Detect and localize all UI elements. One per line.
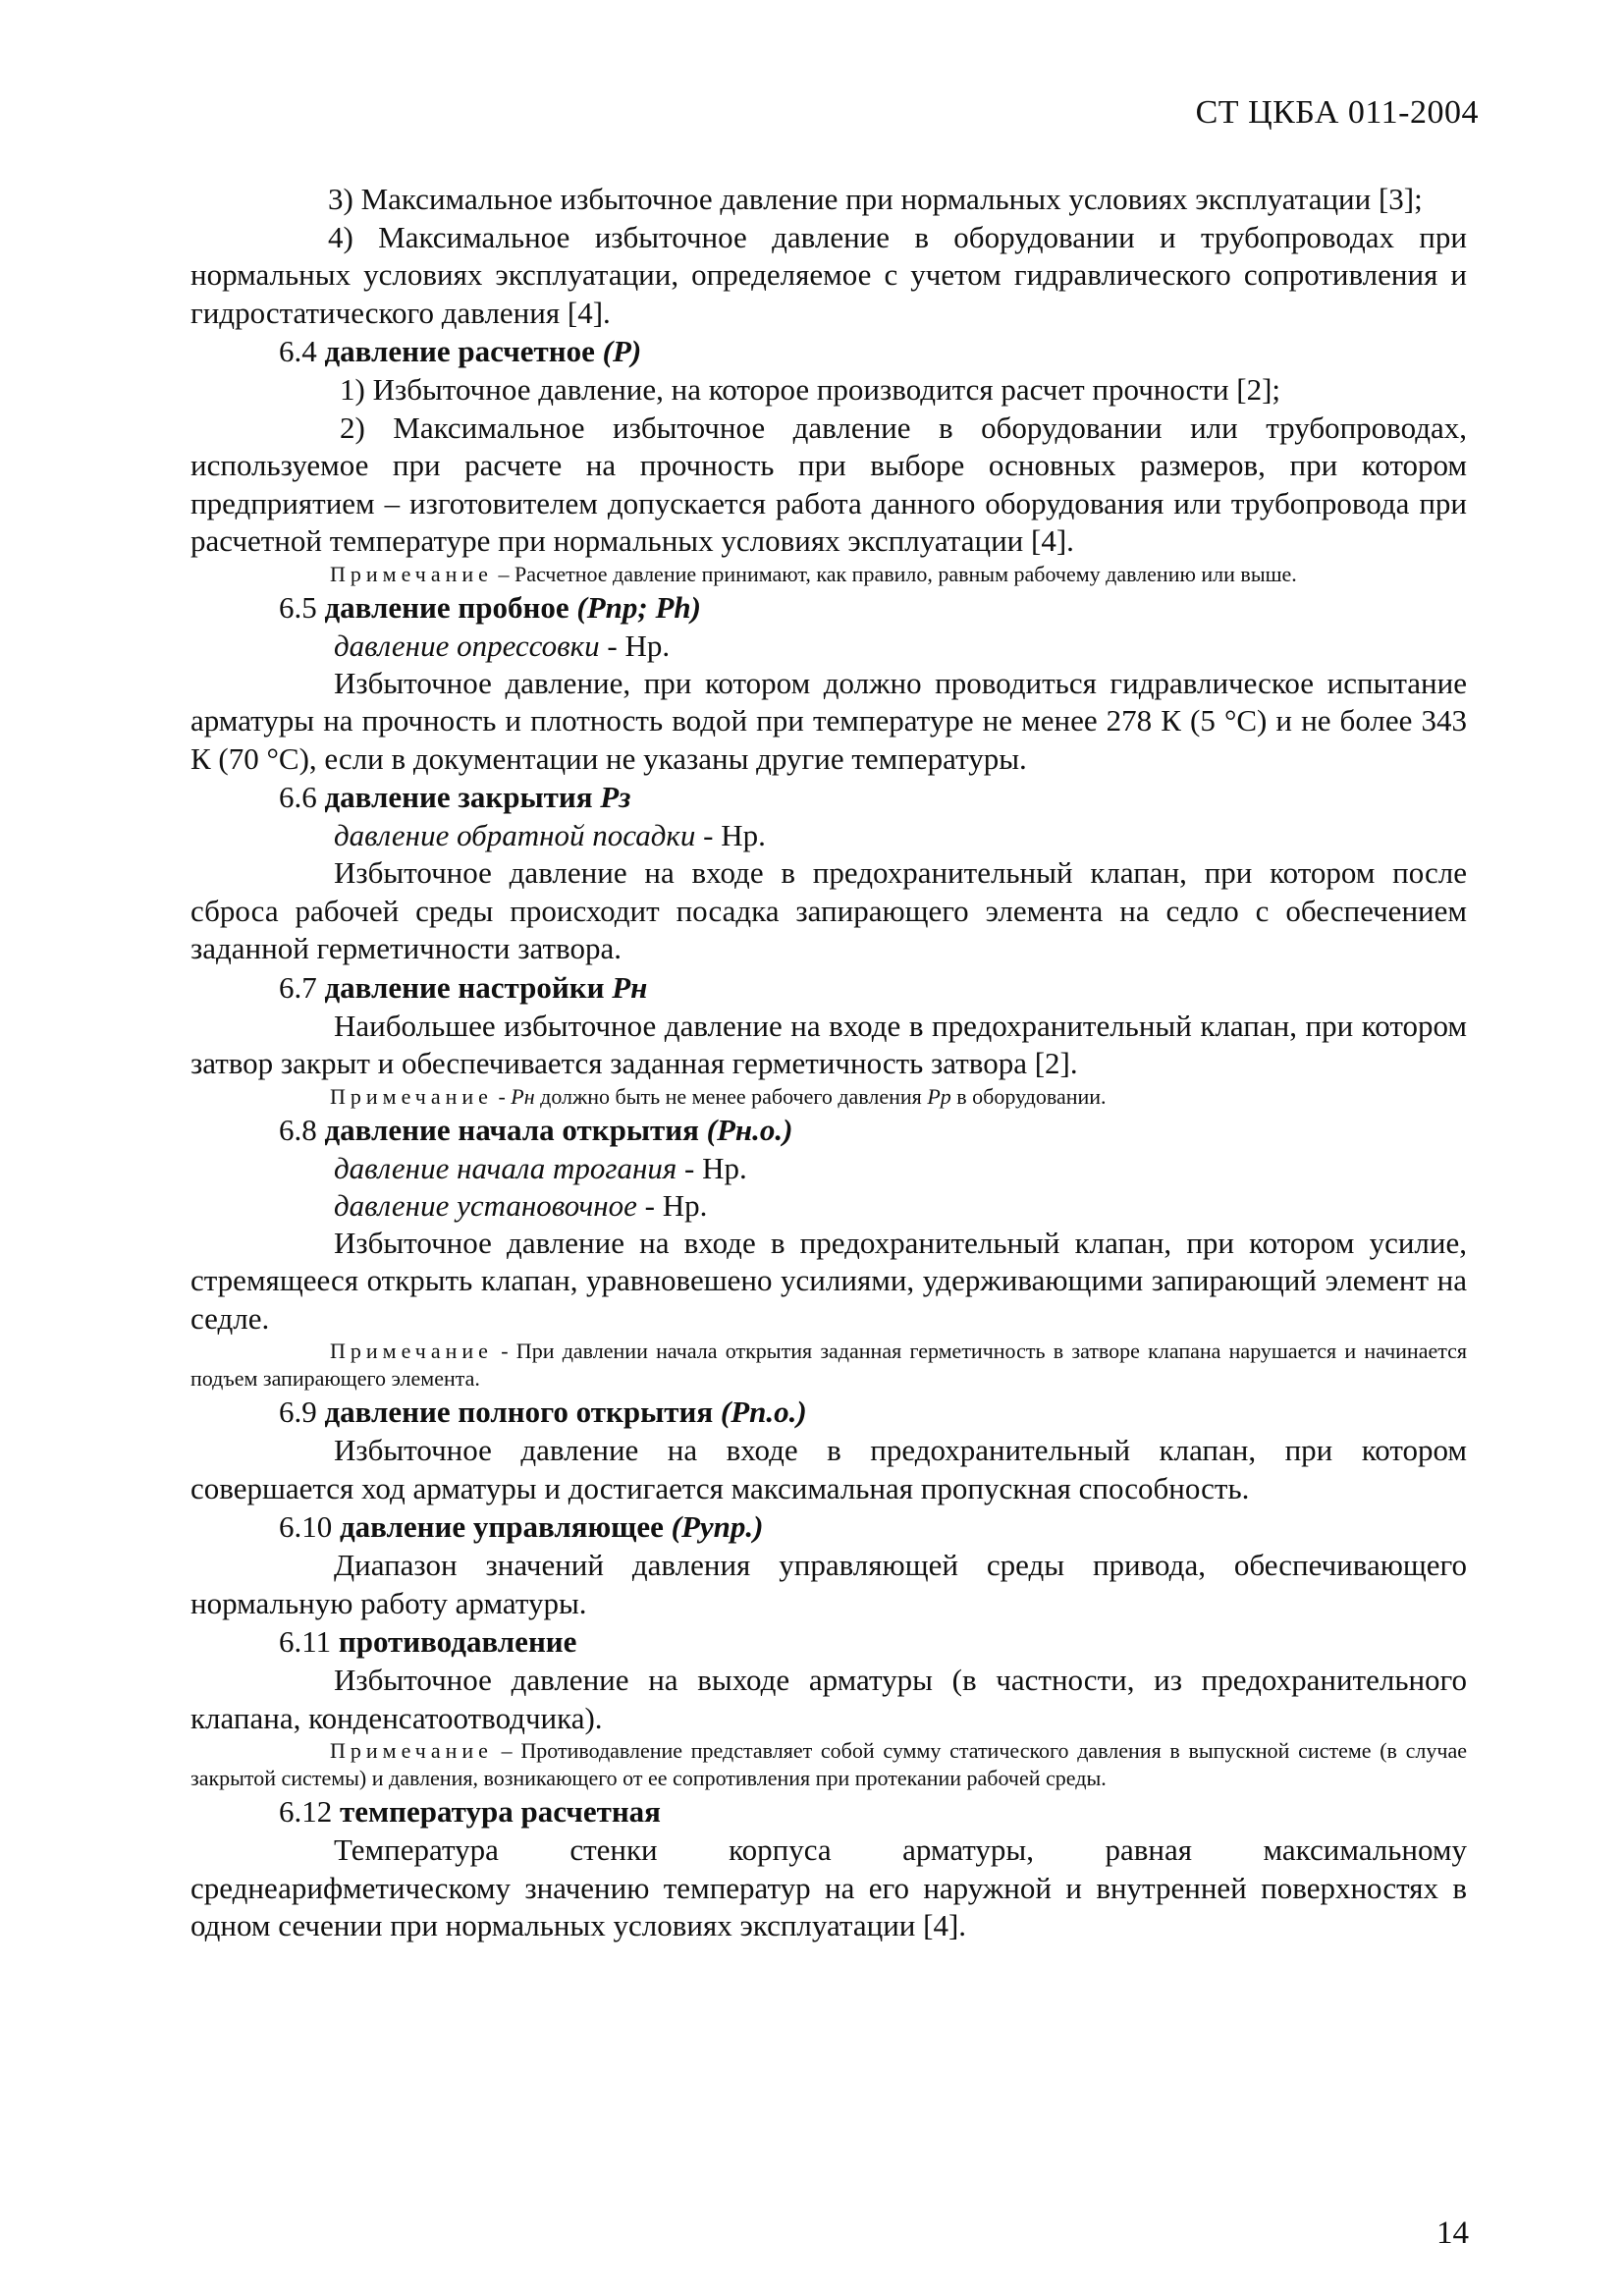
paragraph-6-9: Избыточное давление на входе в предохранительный клапан, при котором совершается ход арматуры и достигается максимальная пропускная способность. bbox=[190, 1433, 1467, 1505]
synonym-6-6 bbox=[190, 817, 1467, 854]
paragraph-item-3: 3) Максимальное избыточное давление при нормальных условиях эксплуатации [3]; bbox=[328, 182, 1423, 216]
note-symbol-rn: Рн bbox=[511, 1083, 535, 1109]
note-label: Примечание bbox=[330, 1738, 493, 1763]
term-symbol: (Рп.о.) bbox=[720, 1394, 807, 1429]
term-heading-6-4 bbox=[190, 332, 1467, 371]
note-symbol-rr: Рр bbox=[927, 1083, 951, 1109]
term-name: давление настройки bbox=[324, 969, 605, 1005]
term-heading-6-11 bbox=[190, 1622, 1467, 1662]
term-number: 6.10 bbox=[279, 1509, 333, 1544]
note-text: – Противодавление представляет собой сумму статического давления в выпускной системе (в случае закрытой системы) и давления, возникающего от ее сопротивления при протекании рабочей среды. bbox=[190, 1738, 1467, 1790]
paragraph-6-11: Избыточное давление на выходе арматуры (в частности, из предохранительного клапана, конденсатоотводчика). bbox=[190, 1663, 1467, 1735]
term-name: давление управляющее bbox=[340, 1509, 664, 1544]
note-text-post: в оборудовании. bbox=[950, 1083, 1107, 1109]
term-number: 6.11 bbox=[279, 1624, 332, 1659]
term-heading-6-12 bbox=[190, 1792, 1467, 1831]
term-name: давление начала открытия bbox=[324, 1112, 699, 1147]
synonym-6-5 bbox=[190, 628, 1467, 665]
term-number: 6.5 bbox=[279, 589, 317, 625]
synonym-suffix: - Нр. bbox=[599, 628, 671, 663]
term-number: 6.6 bbox=[279, 780, 317, 814]
term-heading-6-8 bbox=[190, 1111, 1467, 1150]
synonym-suffix: - Нр. bbox=[636, 1187, 708, 1223]
synonym-term: давление опрессовки bbox=[334, 628, 600, 663]
note-text: – Расчетное давление принимают, как правило, равным рабочему давлению или выше. bbox=[492, 561, 1297, 586]
term-name: противодавление bbox=[338, 1624, 577, 1659]
term-heading-6-6 bbox=[190, 778, 1467, 817]
term-number: 6.9 bbox=[279, 1394, 317, 1429]
page-number: 14 bbox=[1436, 2215, 1469, 2251]
note-6-4 bbox=[190, 561, 1467, 588]
term-symbol: Рн bbox=[612, 969, 648, 1005]
term-heading-6-7 bbox=[190, 968, 1467, 1008]
note-label: Примечание bbox=[330, 1083, 493, 1109]
term-number: 6.12 bbox=[279, 1794, 333, 1829]
paragraph-6-7: Наибольшее избыточное давление на входе в предохранительный клапан, при котором затвор закрыт и обеспечивается заданная герметичность затвора [2]. bbox=[190, 1008, 1467, 1080]
note-text-pre: - bbox=[492, 1083, 512, 1109]
note-label: Примечание bbox=[330, 561, 493, 586]
paragraph-6-8: Избыточное давление на входе в предохранительный клапан, при котором усилие, стремящееся открыть клапан, уравновешено усилиями, удерживающими запирающий элемент на седле. bbox=[190, 1225, 1467, 1336]
term-name: давление расчетное bbox=[324, 334, 595, 368]
document-code-header: СТ ЦКБА 011-2004 bbox=[1195, 94, 1479, 131]
document-body bbox=[190, 181, 1467, 1945]
note-text: - При давлении начала открытия заданная герметичность в затворе клапана нарушается и начинается подъем запирающего элемента. bbox=[190, 1339, 1467, 1391]
term-number: 6.8 bbox=[279, 1112, 317, 1147]
term-name: давление пробное bbox=[324, 589, 569, 625]
paragraph-6-4-2: 2) Максимальное избыточное давление в оборудовании или трубопроводах, используемое при расчете на прочность при выборе основных размеров, при котором предприятием – изготовителем допускается работа данного оборудования или трубопровода при расчетной температуре при нормальных условиях эксплуатации [4]. bbox=[190, 410, 1467, 558]
synonym-term: давление обратной посадки bbox=[334, 818, 696, 852]
synonym-term: давление начала трогания bbox=[334, 1150, 677, 1185]
paragraph-6-4-1: 1) Избыточное давление, на которое производится расчет прочности [2]; bbox=[340, 372, 1281, 407]
note-6-8 bbox=[190, 1338, 1467, 1393]
paragraph-6-10: Диапазон значений давления управляющей среды привода, обеспечивающего нормальную работу арматуры. bbox=[190, 1548, 1467, 1620]
term-symbol: (Р) bbox=[602, 334, 642, 368]
note-label: Примечание bbox=[330, 1339, 493, 1363]
term-name: температура расчетная bbox=[340, 1794, 661, 1829]
term-symbol: (Рпр; Ph) bbox=[576, 589, 701, 625]
term-number: 6.4 bbox=[279, 334, 317, 368]
term-heading-6-5 bbox=[190, 588, 1467, 628]
paragraph-item-4: 4) Максимальное избыточное давление в оборудовании и трубопроводах при нормальных условиях эксплуатации, определяемое с учетом гидравлического сопротивления и гидростатического давления [4]. bbox=[190, 219, 1467, 330]
note-text-mid: должно быть не менее рабочего давления bbox=[534, 1083, 928, 1109]
term-symbol: (Рупр.) bbox=[671, 1509, 764, 1544]
synonym-suffix: - Нр. bbox=[677, 1150, 747, 1185]
note-6-11 bbox=[190, 1737, 1467, 1792]
synonym-6-8-2 bbox=[190, 1187, 1467, 1225]
term-name: давление закрытия bbox=[324, 780, 593, 814]
paragraph-6-5: Избыточное давление, при котором должно проводиться гидравлическое испытание арматуры на прочность и плотность водой при температуре не менее 278 К (5 °С) и не более 343 К (70 °С), если в документации не указаны другие температуры. bbox=[190, 665, 1467, 776]
term-name: давление полного открытия bbox=[324, 1394, 714, 1429]
paragraph-6-12: Температура стенки корпуса арматуры, равная максимальному среднеарифметическому значению температур на его наружной и внутренней поверхностях в одном сечении при нормальных условиях эксплуатации [4]. bbox=[190, 1832, 1467, 1942]
paragraph-6-6: Избыточное давление на входе в предохранительный клапан, при котором после сброса рабочей среды происходит посадка запирающего элемента на седло с обеспечением заданной герметичности затвора. bbox=[190, 855, 1467, 965]
term-symbol: Рз bbox=[600, 780, 631, 814]
note-6-7 bbox=[190, 1083, 1467, 1111]
synonym-term: давление установочное bbox=[334, 1187, 637, 1223]
term-heading-6-9 bbox=[190, 1393, 1467, 1432]
term-number: 6.7 bbox=[279, 969, 317, 1005]
term-heading-6-10 bbox=[190, 1507, 1467, 1547]
term-symbol: (Рн.о.) bbox=[706, 1112, 793, 1147]
synonym-6-8-1 bbox=[190, 1150, 1467, 1187]
synonym-suffix: - Нр. bbox=[695, 818, 766, 852]
